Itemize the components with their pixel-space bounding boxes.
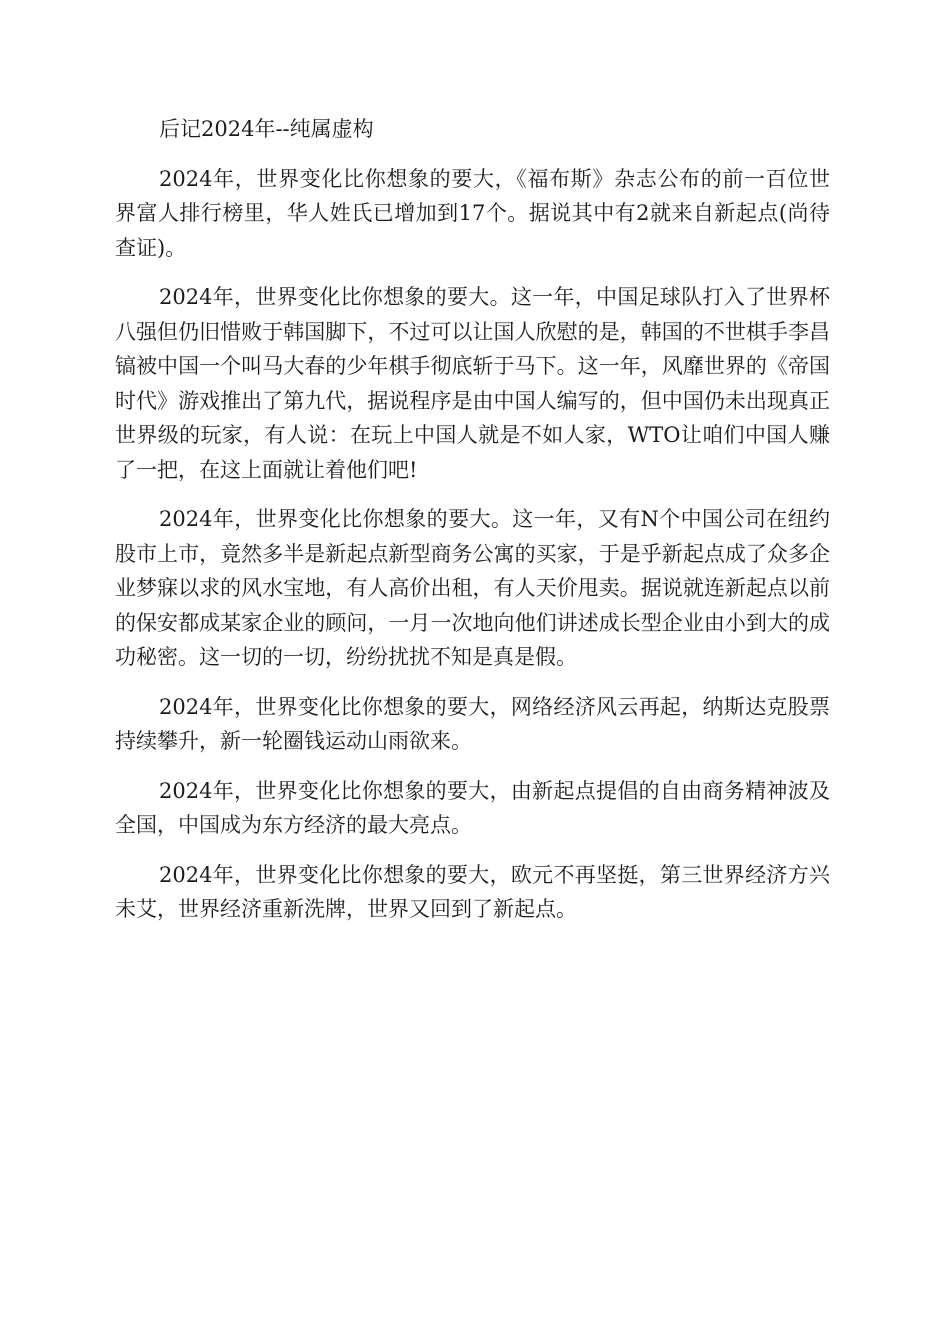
paragraph-4: 2024年，世界变化比你想象的要大，网络经济风云再起，纳斯达克股票持续攀升，新一轮圈钱运动山雨欲来。 <box>115 694 830 753</box>
paragraph-6: 2024年，世界变化比你想象的要大，欧元不再坚挺，第三世界经济方兴未艾，世界经济重新洗牌，世界又回到了新起点。 <box>115 862 830 921</box>
paragraph-1: 2024年，世界变化比你想象的要大，《福布斯》杂志公布的前一百位世界富人排行榜里，华人姓氏已增加到17个。据说其中有2就来自新起点(尚待查证)。 <box>115 166 830 260</box>
paragraph-3: 2024年，世界变化比你想象的要大。这一年，又有N个中国公司在纽约股市上市，竟然多半是新起点新型商务公寓的买家，于是乎新起点成了众多企业梦寐以求的风水宝地，有人高价出租，有人天价甩卖。据说就连新起点以前的保安都成某家企业的顾问，一月一次地向他们讲述成长型企业由小到大的成功秘密。这一切的一切，纷纷扰扰不知是真是假。 <box>115 507 830 669</box>
paragraph-5: 2024年，世界变化比你想象的要大，由新起点提倡的自由商务精神波及全国，中国成为东方经济的最大亮点。 <box>115 778 830 837</box>
paragraph-2: 2024年，世界变化比你想象的要大。这一年，中国足球队打入了世界杯八强但仍旧惜败于韩国脚下，不过可以让国人欣慰的是，韩国的不世棋手李昌镐被中国一个叫马大春的少年棋手彻底斩于马下。这一年，风靡世界的《帝国时代》游戏推出了第九代，据说程序是由中国人编写的，但中国仍未出现真正世界级的玩家，有人说：在玩上中国人就是不如人家，WTO让咱们中国人赚了一把，在这上面就让着他们吧! <box>115 285 830 482</box>
document-body <box>115 112 830 942</box>
document-title: 后记2024年--纯属虚构 <box>159 117 374 141</box>
